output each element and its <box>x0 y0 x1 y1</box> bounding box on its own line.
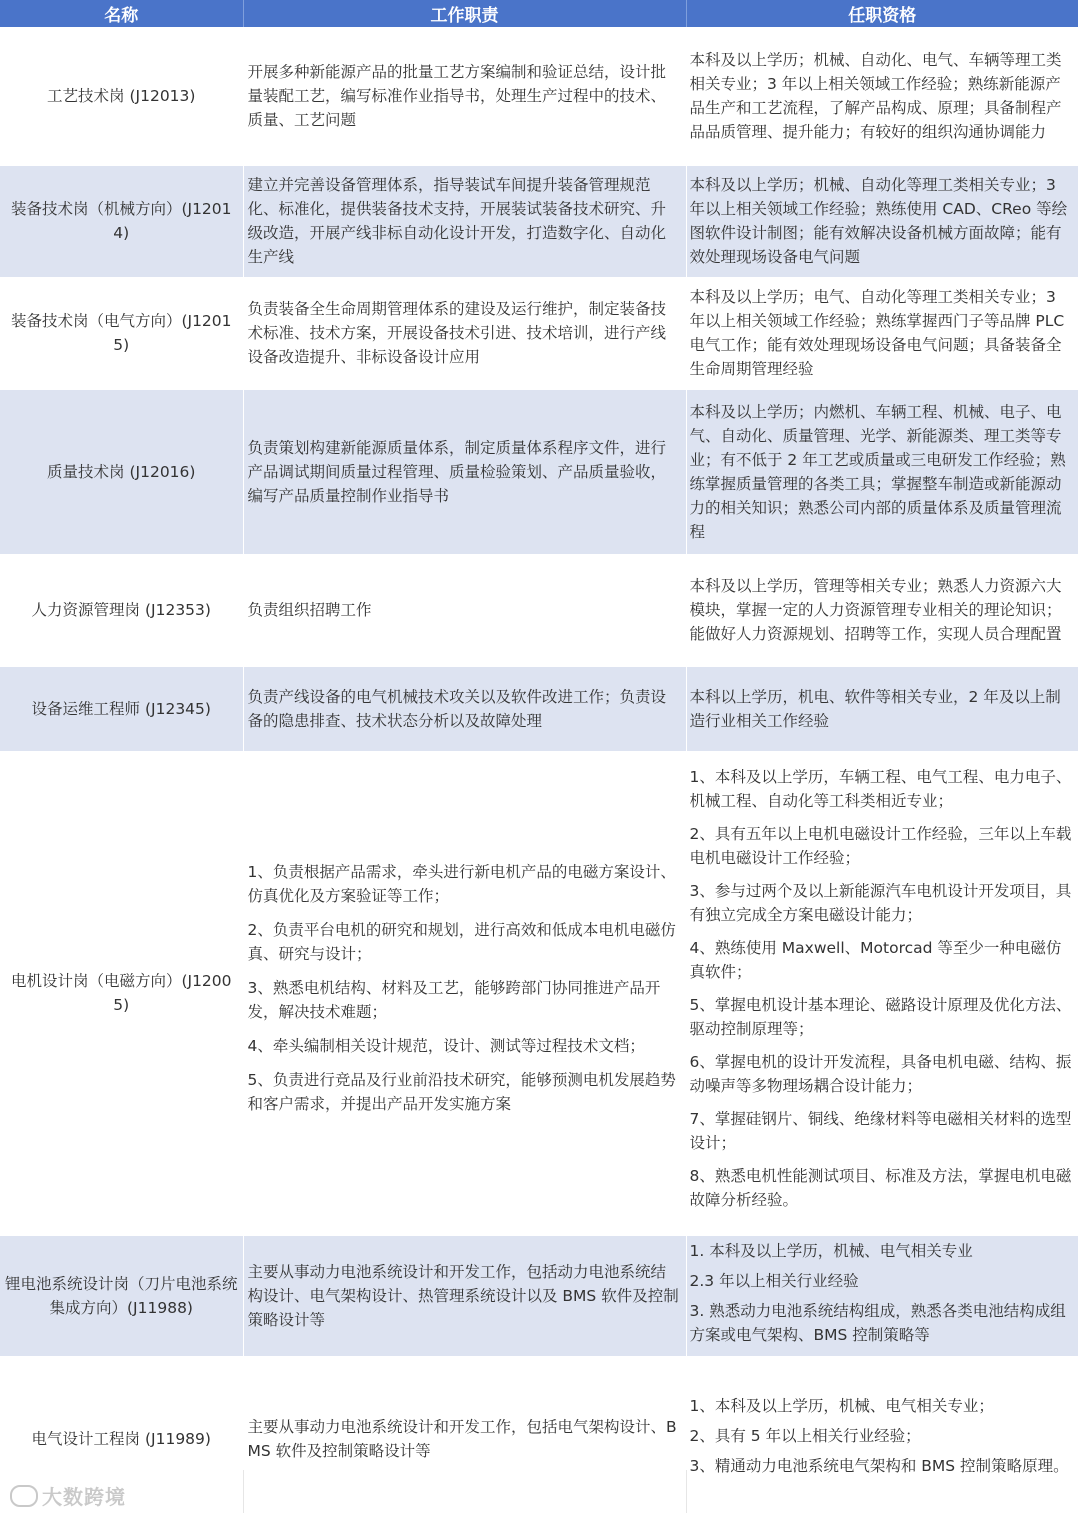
qualification-item: 5、掌握电机设计基本理论、磁路设计原理及优化方法、驱动控制原理等； <box>689 996 1072 1038</box>
duty-item: 3、熟悉电机结构、材料及工艺，能够跨部门协同推进产品开发，解决技术难题； <box>247 979 661 1021</box>
qualifications-cell <box>686 389 1078 554</box>
table-row <box>0 751 1078 1235</box>
qualification-item: 本科及以上学历；内燃机、车辆工程、机械、电子、电气、自动化、质量管理、光学、新能源类、理工类等专业；有不低于 2 年工艺或质量或三电研发工作经验；熟练掌握质量管理的各类工具；掌握整车制造或新能源动力的相关知识；熟悉公司内部的质量体系及质量管理流程 <box>689 402 1066 541</box>
table-row <box>0 165 1078 277</box>
duty-item: 主要从事动力电池系统设计和开发工作，包括电气架构设计、BMS 软件及控制策略设计等 <box>247 1417 677 1460</box>
duties-cell <box>243 1356 686 1521</box>
qualifications-cell <box>686 27 1078 165</box>
duties-cell <box>243 165 686 277</box>
job-title-cell: 设备运维工程师 (J12345) <box>0 666 243 751</box>
qualification-item: 本科及以上学历，管理等相关专业；熟悉人力资源六大模块，掌握一定的人力资源管理专业相关的理论知识；能做好人力资源规划、招聘等工作，实现人员合理配置 <box>689 577 1062 643</box>
table-row <box>0 554 1078 666</box>
qualifications-cell <box>686 1356 1078 1521</box>
duties-cell <box>243 751 686 1235</box>
duties-cell <box>243 389 686 554</box>
qualifications-cell <box>686 751 1078 1235</box>
duties-cell <box>243 27 686 165</box>
duty-item: 5、负责进行竞品及行业前沿技术研究，能够预测电机发展趋势和客户需求，并提出产品开发实施方案 <box>247 1071 676 1113</box>
qualification-item: 4、熟练使用 Maxwell、Motorcad 等至少一种电磁仿真软件； <box>689 939 1062 981</box>
header-row <box>0 0 1078 27</box>
duty-item: 2、负责平台电机的研究和规划，进行高效和低成本电机电磁仿真、研究与设计； <box>247 921 676 963</box>
table-row <box>0 389 1078 554</box>
qualification-item: 6、掌握电机的设计开发流程，具备电机电磁、结构、振动噪声等多物理场耦合设计能力； <box>689 1053 1072 1095</box>
column-divider <box>686 1470 687 1513</box>
qualification-item: 本科及以上学历；机械、自动化等理工类相关专业；3 年以上相关领域工作经验；熟练使用 CAD、CReo 等绘图软件设计制图；能有效解决设备机械方面故障；能有效处理现场设备电气问题 <box>689 176 1068 266</box>
qualification-item: 1. 本科及以上学历，机械、电气相关专业 <box>689 1241 973 1260</box>
job-title-cell: 质量技术岗 (J12016) <box>0 389 243 554</box>
duty-item: 4、牵头编制相关设计规范，设计、测试等过程技术文档； <box>247 1037 645 1055</box>
qualifications-cell <box>686 666 1078 751</box>
job-title-cell: 电气设计工程岗 (J11989) <box>0 1356 243 1521</box>
duties-cell <box>243 277 686 389</box>
header-duties: 工作职责 <box>243 0 686 27</box>
duty-item: 负责策划构建新能源质量体系，制定质量体系程序文件，进行产品调试期间质量过程管理、质量检验策划、产品质量验收，编写产品质量控制作业指导书 <box>247 438 667 505</box>
table-row <box>0 666 1078 751</box>
duty-item: 主要从事动力电池系统设计和开发工作，包括动力电池系统结构设计、电气架构设计、热管理系统设计以及 BMS 软件及控制策略设计等 <box>247 1262 679 1329</box>
duty-item: 1、负责根据产品需求，牵头进行新电机产品的电磁方案设计、仿真优化及方案验证等工作； <box>247 863 676 905</box>
header-qualifications: 任职资格 <box>686 0 1078 27</box>
qualification-item: 2、具有五年以上电机电磁设计工作经验，三年以上车载电机电磁设计工作经验； <box>689 825 1072 867</box>
qualifications-cell <box>686 165 1078 277</box>
duties-cell <box>243 666 686 751</box>
duty-item: 负责组织招聘工作 <box>247 601 372 619</box>
watermark <box>10 1481 126 1510</box>
duty-item: 负责产线设备的电气机械技术攻关以及软件改进工作；负责设备的隐患排查、技术状态分析以及故障处理 <box>247 687 667 730</box>
job-title-cell: 装备技术岗（机械方向）(J12014) <box>0 165 243 277</box>
duty-item: 建立并完善设备管理体系，指导装试车间提升装备管理规范化、标准化，提供装备技术支持，开展装试装备技术研究、升级改造，开展产线非标自动化设计开发，打造数字化、自动化生产线 <box>247 176 667 266</box>
table-row <box>0 27 1078 165</box>
job-title-cell: 人力资源管理岗 (J12353) <box>0 554 243 666</box>
qualification-item: 7、掌握硅钢片、铜线、绝缘材料等电磁相关材料的选型设计； <box>689 1110 1072 1152</box>
qualifications-cell <box>686 1235 1078 1356</box>
header-name: 名称 <box>0 0 243 27</box>
qualification-item: 本科以上学历，机电、软件等相关专业，2 年及以上制造行业相关工作经验 <box>689 687 1061 730</box>
qualification-item: 本科及以上学历；电气、自动化等理工类相关专业；3 年以上相关领域工作经验；熟练掌握西门子等品牌 PLC 电气工作；能有效处理现场设备电气问题；具备装备全生命周期管理经验 <box>689 288 1065 378</box>
table-body <box>0 27 1078 1521</box>
duties-cell <box>243 1235 686 1356</box>
watermark-text: 大数跨境 <box>42 1485 126 1509</box>
watermark-logo-icon <box>10 1485 38 1507</box>
job-title-cell: 工艺技术岗 (J12013) <box>0 27 243 165</box>
duty-item: 负责装备全生命周期管理体系的建设及运行维护，制定装备技术标准、技术方案，开展设备技术引进、技术培训，进行产线设备改造提升、非标设备设计应用 <box>247 300 667 366</box>
table-row <box>0 1356 1078 1521</box>
table-row <box>0 277 1078 389</box>
qualification-item: 本科及以上学历；机械、自动化、电气、车辆等理工类相关专业；3 年以上相关领域工作经验；熟练新能源产品生产和工艺流程，了解产品构成、原理；具备制程产品品质管理、提升能力；有较好的组织沟通协调能力 <box>689 50 1062 141</box>
qualification-item: 3、精通动力电池系统电气架构和 BMS 控制策略原理。 <box>689 1456 1069 1475</box>
qualification-item: 2、具有 5 年以上相关行业经验； <box>689 1426 921 1445</box>
qualification-item: 3、参与过两个及以上新能源汽车电机设计开发项目，具有独立完成全方案电磁设计能力； <box>689 882 1072 924</box>
job-title-cell: 电机设计岗（电磁方向）(J12005) <box>0 751 243 1235</box>
duties-cell <box>243 554 686 666</box>
qualifications-cell <box>686 277 1078 389</box>
qualification-item: 3. 熟悉动力电池系统结构组成，熟悉各类电池结构成组方案或电气架构、BMS 控制策略等 <box>689 1301 1066 1344</box>
duty-item: 开展多种新能源产品的批量工艺方案编制和验证总结，设计批量装配工艺，编写标准作业指导书，处理生产过程中的技术、质量、工艺问题 <box>247 62 667 129</box>
column-divider <box>243 1470 244 1513</box>
qualification-item: 1、本科及以上学历，机械、电气相关专业； <box>689 1396 994 1415</box>
qualifications-cell <box>686 554 1078 666</box>
qualification-item: 2.3 年以上相关行业经验 <box>689 1271 859 1290</box>
qualification-item: 8、熟悉电机性能测试项目、标准及方法，掌握电机电磁故障分析经验。 <box>689 1167 1072 1209</box>
job-title-cell: 锂电池系统设计岗（刀片电池系统集成方向）(J11988) <box>0 1235 243 1356</box>
table-row <box>0 1235 1078 1356</box>
job-title-cell: 装备技术岗（电气方向）(J12015) <box>0 277 243 389</box>
qualification-item: 1、本科及以上学历，车辆工程、电气工程、电力电子、机械工程、自动化等工科类相近专业； <box>689 768 1072 810</box>
